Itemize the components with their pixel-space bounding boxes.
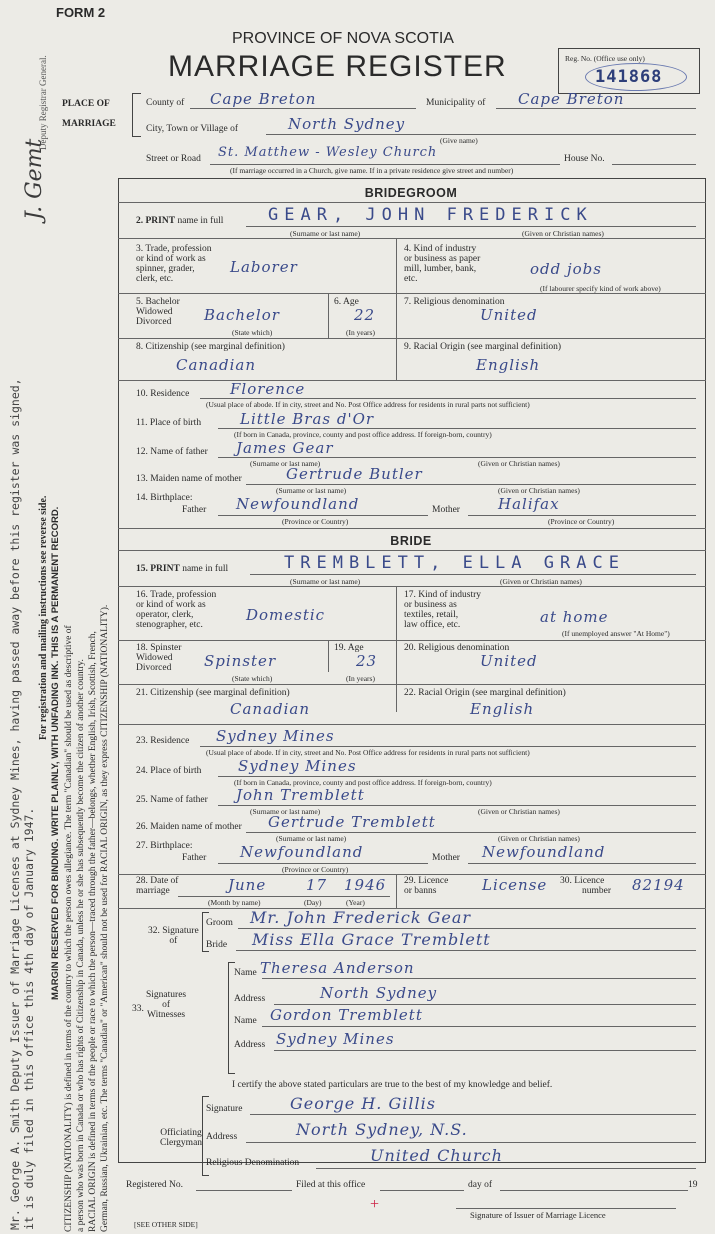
county-value: Cape Breton <box>210 90 317 108</box>
margin-racial-def-1: RACIAL ORIGIN is defined in terms of the people or race to which the person—traced through the father—belongs, whether English, Irish, Scottish, French, <box>88 631 98 1232</box>
reg-no-value: 141868 <box>595 67 663 87</box>
bride-full-name: TREMBLETT, ELLA GRACE <box>284 553 625 573</box>
bride-signature: Miss Ella Grace Tremblett <box>252 930 491 949</box>
street-label: Street or Road <box>146 154 201 164</box>
bridegroom-heading: BRIDEGROOM <box>364 186 458 200</box>
reg-no-label: Reg. No. (Office use only) <box>565 54 645 63</box>
witness-1-name: Theresa Anderson <box>260 959 415 977</box>
city-label: City, Town or Village of <box>146 124 238 134</box>
witness-2-name: Gordon Tremblett <box>270 1006 423 1024</box>
issuer-signature-label: Signature of Issuer of Marriage Licence <box>470 1210 606 1220</box>
bride-mother-birthplace: Newfoundland <box>482 843 606 861</box>
clergyman-signature: George H. Gillis <box>290 1094 436 1113</box>
groom-marital-status: Bachelor <box>204 306 280 324</box>
marriage-month: June <box>228 876 267 894</box>
bride-racial-origin: English <box>470 700 535 718</box>
give-name-note: (Give name) <box>440 136 478 145</box>
margin-typed-note-2: it is duly filed in this office this 4th day of January 1947. <box>22 807 36 1230</box>
bride-marital-status: Spinster <box>204 652 277 670</box>
groom-citizenship: Canadian <box>176 356 257 374</box>
bride-industry: at home <box>540 608 609 626</box>
bride-father-name: John Tremblett <box>236 786 365 804</box>
bride-trade: Domestic <box>246 606 326 624</box>
groom-signature: Mr. John Frederick Gear <box>250 908 472 927</box>
municipality-label: Municipality of <box>426 98 486 108</box>
place-label-2: MARRIAGE <box>62 119 116 129</box>
municipality-value: Cape Breton <box>518 90 625 108</box>
margin-citizenship-def-1: CITIZENSHIP (NATIONALITY) is defined in terms of the country to which the person owes allegiance. The term "Canadian" should be used as descriptive of <box>64 625 74 1232</box>
bride-age: 23 <box>356 652 378 670</box>
margin-registrar-label: Deputy Registrar General. <box>38 55 48 150</box>
street-note: (If marriage occurred in a Church, give name. If in a private residence give street and number) <box>230 166 514 175</box>
red-mark: + <box>370 1196 380 1213</box>
groom-mother-birthplace: Halifax <box>498 495 560 513</box>
street-value: St. Matthew - Wesley Church <box>218 145 438 160</box>
groom-industry: odd jobs <box>530 260 602 278</box>
groom-father-birthplace: Newfoundland <box>236 495 360 513</box>
margin-mailing-instructions: For registration and mailing instructions see reverse side. <box>38 495 49 740</box>
city-value: North Sydney <box>288 115 406 133</box>
form-label: FORM 2 <box>56 5 106 20</box>
witness-2-address: Sydney Mines <box>276 1030 395 1048</box>
groom-father-name: James Gear <box>236 439 334 457</box>
bride-heading: BRIDE <box>390 534 432 548</box>
margin-citizenship-def-2: a person who was born in Canada or who has rights of Citizenship in Canada, unless he or she has subsequently become the citizen of another country. <box>76 659 86 1232</box>
groom-religion: United <box>480 306 538 324</box>
margin-racial-def-2: German, Russian, Ukrainian, etc. The terms "Canadian" or "American" should not be used for RACIAL ORIGIN, as they express CITIZENSHIP (NATIONALITY). <box>100 604 110 1232</box>
groom-residence: Florence <box>230 380 306 398</box>
marriage-day: 17 <box>306 876 328 894</box>
groom-trade: Laborer <box>230 258 298 276</box>
province-heading: PROVINCE OF NOVA SCOTIA <box>232 30 454 47</box>
clergyman-denomination: United Church <box>370 1146 503 1165</box>
margin-binding-notice: MARGIN RESERVED FOR BINDING. WRITE PLAINLY, WITH UNFADING INK. THIS IS A PERMANENT RECORD. <box>50 506 61 1000</box>
page-title: MARRIAGE REGISTER <box>168 50 507 83</box>
groom-birthplace: Little Bras d'Or <box>240 410 375 428</box>
margin-typed-note-1: Mr. George A. Smith Deputy Issuer of Marriage Licenses at Sydney Mines, having passed away before this register was signed, <box>8 378 22 1230</box>
groom-full-name: GEAR, JOHN FREDERICK <box>268 205 593 225</box>
marriage-year: 1946 <box>344 876 387 894</box>
bride-birthplace: Sydney Mines <box>238 757 357 775</box>
groom-mother-maiden-name: Gertrude Butler <box>286 465 423 483</box>
margin-signature: J. Gemt <box>22 138 47 220</box>
bride-religion: United <box>480 652 538 670</box>
house-label: House No. <box>564 154 605 164</box>
county-label: County of <box>146 98 185 108</box>
bride-father-birthplace: Newfoundland <box>240 843 364 861</box>
groom-racial-origin: English <box>476 356 541 374</box>
witness-1-address: North Sydney <box>320 984 438 1002</box>
bride-residence: Sydney Mines <box>216 727 335 745</box>
bride-citizenship: Canadian <box>230 700 311 718</box>
see-other-side: [SEE OTHER SIDE] <box>134 1220 198 1229</box>
licence-number: 82194 <box>632 876 685 894</box>
reg-no-box <box>558 48 700 94</box>
place-label-1: PLACE OF <box>62 99 110 109</box>
certify-statement: I certify the above stated particulars are true to the best of my knowledge and belief. <box>232 1080 553 1090</box>
bride-mother-maiden-name: Gertrude Tremblett <box>268 813 436 831</box>
licence-or-banns: License <box>482 876 548 894</box>
clergyman-address: North Sydney, N.S. <box>296 1120 468 1139</box>
groom-age: 22 <box>354 306 376 324</box>
